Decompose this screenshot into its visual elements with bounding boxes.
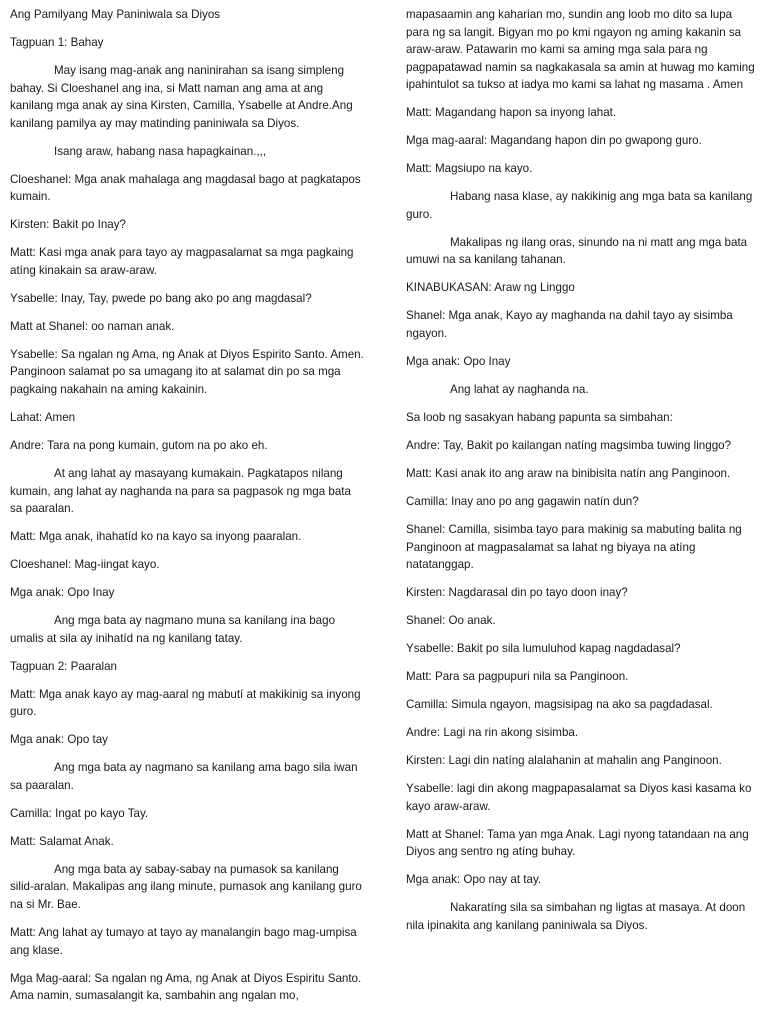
left-column-paragraph: Cloeshanel: Mag-iingat kayo. xyxy=(10,558,160,572)
left-column-paragraph: Tagpuan 1: Bahay xyxy=(10,35,104,49)
left-column-paragraph: At ang lahat ay masayang kumakain. Pagkatapos nilang kumain, ang lahat ay naghanda na para sa pagpasok ng mga bata sa paaralan. xyxy=(10,466,351,516)
right-column-paragraph: Ysabelle: Bakit po sila lumuluhod kapag nagdadasal? xyxy=(406,642,681,656)
left-column-paragraph: Ysabelle: Sa ngalan ng Ama, ng Anak at Diyos Espirito Santo. Amen. Panginoon salamat po sa umagang ito at salamat din po sa mga pagkaing nakahain na aming kakainin. xyxy=(10,347,364,397)
right-column-paragraph: KINABUKASAN: Araw ng Linggo xyxy=(406,281,575,295)
right-column-paragraph: Nakaratíng sila sa simbahan ng ligtas at masaya. At doon nila ipinakita ang kanilang paniniwala sa Diyos. xyxy=(406,901,746,932)
right-column-paragraph: Mga mag-aaral: Magandang hapon din po gwapong guro. xyxy=(406,134,702,148)
right-column-paragraph: Mga anak: Opo nay at tay. xyxy=(406,873,542,887)
right-column-paragraph: Sa loob ng sasakyan habang papunta sa simbahan: xyxy=(406,411,673,424)
left-column-paragraph: Matt at Shanel: oo naman anak. xyxy=(10,319,175,333)
right-column-paragraph: Matt at Shanel: Tama yan mga Anak. Lagi nyong tatandaan na ang Diyos ang sentro ng atíng buhay. xyxy=(406,827,749,859)
right-text-column xyxy=(406,6,756,945)
left-column-paragraph: Lahat: Amen xyxy=(10,411,76,424)
left-column-paragraph: Mga anak: Opo tay xyxy=(10,733,108,747)
left-column-paragraph: Ang mga bata ay sabay-sabay na pumasok sa kanilang silid-aralan. Makalipas ang ilang minute, pumasok ang kanilang guro na si Mr. Bae. xyxy=(10,862,362,911)
right-column-paragraph: Matt: Kasi anak ito ang araw na binibisita natín ang Panginoon. xyxy=(406,466,731,480)
right-column-paragraph: Makalipas ng ilang oras, sinundo na ni matt ang mga bata umuwi na sa kanilang tahanan. xyxy=(406,235,748,267)
left-column-paragraph: Ang mga bata ay nagmano muna sa kanilang ina bago umalis at sila ay inihatíd na ng kanilang tatay. xyxy=(10,614,336,645)
left-column-paragraph: Ang mga bata ay nagmano sa kanilang ama bago sila iwan sa paaralan. xyxy=(10,761,358,792)
right-column-paragraph: Ysabelle: lagi din akong magpapasalamat sa Diyos kasi kasama ko kayo araw-araw. xyxy=(406,782,752,813)
right-column-paragraph: Andre: Tay, Bakit po kailangan natíng magsimba tuwing linggo? xyxy=(406,438,732,452)
right-column-paragraph: Habang nasa klase, ay nakikinig ang mga bata sa kanilang guro. xyxy=(406,190,753,221)
left-column-paragraph: Ysabelle: Inay, Tay, pwede po bang ako po ang magdasal? xyxy=(10,291,312,305)
right-column-paragraph: Shanel: Mga anak, Kayo ay maghanda na dahil tayo ay sisimba ngayon. xyxy=(406,309,733,341)
left-column-paragraph: Matt: Kasi mga anak para tayo ay magpasalamat sa mga pagkaing atíng kinakain sa araw-araw. xyxy=(10,246,354,277)
left-column-paragraph: Matt: Mga anak, ihahatíd ko na kayo sa inyong paaralan. xyxy=(10,530,302,544)
right-column-paragraph: mapasaamin ang kaharian mo, sundin ang loob mo dito sa lupa para ng sa langit. Bigyan mo po kmi ngayon ng aming kakanin sa araw-araw. Patawarin mo kami sa aming mga sala para ng pagpapatawad namin sa nagkakasala sa amin at huwag mo kaming ipahintulot sa tukso at iadya mo kami sa lahat ng masama . Amen xyxy=(406,8,755,92)
left-column-paragraph: Matt: Ang lahat ay tumayo at tayo ay manalangin bago mag-umpisa ang klase. xyxy=(10,925,357,957)
right-column-paragraph: Kirsten: Lagi din natíng alalahanin at mahalin ang Panginoon. xyxy=(406,754,722,768)
left-column-paragraph: Ang Pamilyang May Paniniwala sa Diyos xyxy=(10,8,221,21)
left-column-paragraph: Andre: Tara na pong kumain, gutom na po ako eh. xyxy=(10,438,268,452)
left-column-paragraph: Camilla: Ingat po kayo Tay. xyxy=(10,806,149,820)
left-column-paragraph: Cloeshanel: Mga anak mahalaga ang magdasal bago at pagkatapos kumain. xyxy=(10,172,361,204)
right-column-paragraph: Mga anak: Opo Inay xyxy=(406,355,511,369)
left-text-column xyxy=(10,6,364,1015)
right-column-paragraph: Matt: Magandang hapon sa inyong lahat. xyxy=(406,106,617,120)
right-column-paragraph: Shanel: Camilla, sisimba tayo para makinig sa mabutíng balita ng Panginoon at magpasalamat sa lahat ng biyaya na atíng natatanggap. xyxy=(406,522,742,572)
left-column-paragraph: Mga Mag-aaral: Sa ngalan ng Ama, ng Anak at Diyos Espiritu Santo. Ama namin, sumasalangit ka, sambahin ang ngalan mo, xyxy=(10,971,362,1003)
right-column-paragraph: Shanel: Oo anak. xyxy=(406,614,496,628)
left-column-paragraph: Matt: Mga anak kayo ay mag-aaral ng mabutí at makikinig sa inyong guro. xyxy=(10,687,361,719)
right-column-paragraph: Kirsten: Nagdarasal din po tayo doon inay? xyxy=(406,586,628,600)
right-column-paragraph: Ang lahat ay naghanda na. xyxy=(450,383,589,397)
right-column-paragraph: Matt: Para sa pagpupuri nila sa Panginoon. xyxy=(406,670,629,684)
right-column-paragraph: Matt: Magsiupo na kayo. xyxy=(406,162,533,176)
left-column-paragraph: Tagpuan 2: Paaralan xyxy=(10,659,118,673)
right-column-paragraph: Camilla: Inay ano po ang gagawin natín dun? xyxy=(406,494,639,508)
left-column-paragraph: May isang mag-anak ang naninirahan sa isang simpleng bahay. Si Cloeshanel ang ina, si Matt naman ang ama at ang kanilang mga anak ay sina Kirsten, Camilla, Ysabelle at Andre.Ang kanilang pamilya ay may matinding paniniwala sa Diyos. xyxy=(10,63,353,130)
right-column-paragraph: Andre: Lagi na rin akong sisimba. xyxy=(406,726,579,740)
left-column-paragraph: Matt: Salamat Anak. xyxy=(10,834,114,848)
right-column-paragraph: Camilla: Simula ngayon, magsisipag na ako sa pagdadasal. xyxy=(406,698,713,712)
left-column-paragraph: Kirsten: Bakit po Inay? xyxy=(10,218,126,232)
left-column-paragraph: Isang araw, habang nasa hapagkainan.,,, xyxy=(54,144,267,158)
left-column-paragraph: Mga anak: Opo Inay xyxy=(10,586,115,600)
